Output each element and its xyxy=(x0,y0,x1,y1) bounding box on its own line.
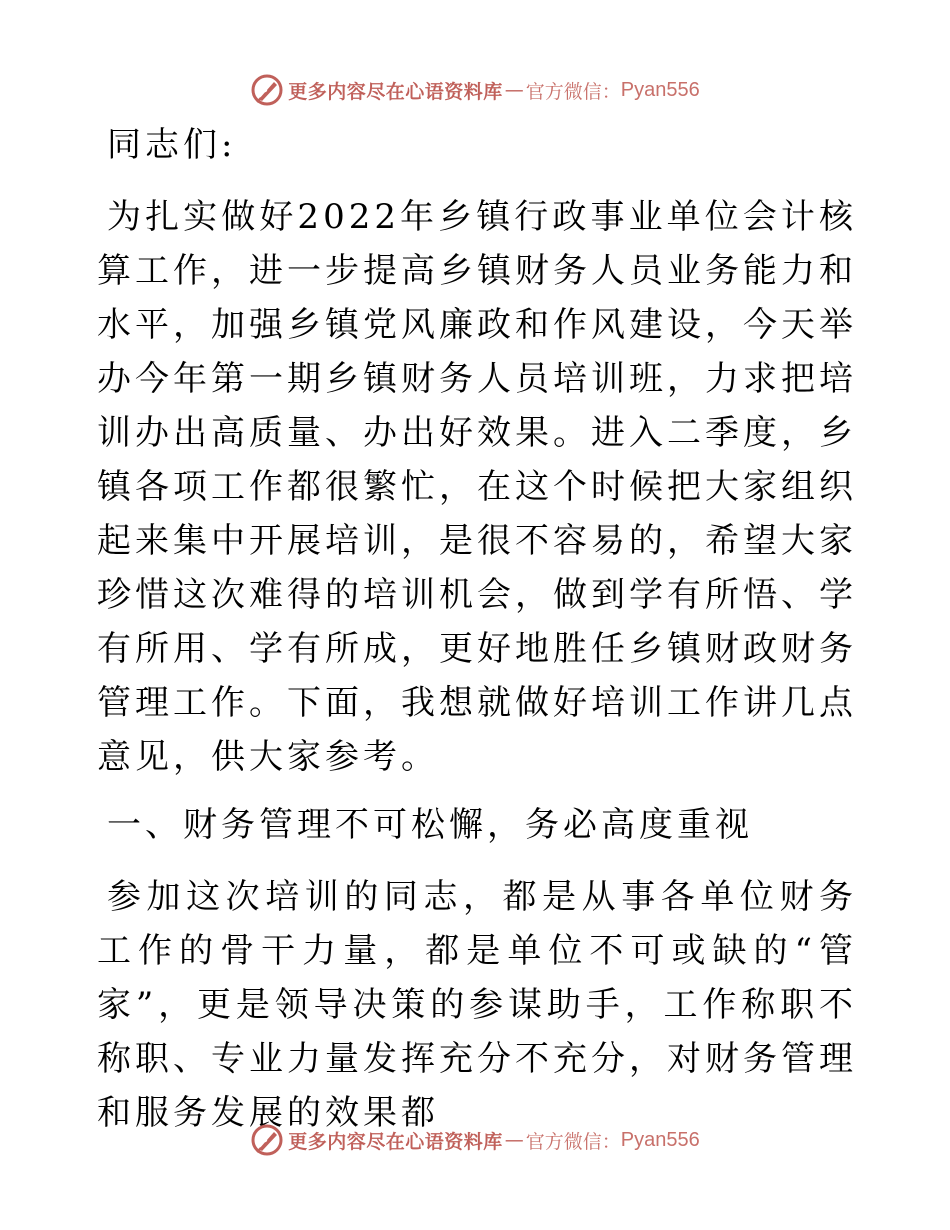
watermark-wechat-id: Pyan556 xyxy=(620,78,700,101)
salutation: 同志们: xyxy=(107,125,237,165)
watermark-wechat-label: 官方微信： xyxy=(525,1130,621,1153)
quill-logo-icon xyxy=(250,1123,284,1157)
watermark-wechat-id: Pyan556 xyxy=(620,1128,700,1151)
quill-logo-icon xyxy=(250,73,284,107)
watermark-header xyxy=(0,70,950,110)
watermark-main-text: 更多内容尽在心语资料库 xyxy=(288,80,503,103)
watermark-wechat-label: 官方微信： xyxy=(525,80,621,103)
section-heading-1: 一、财务管理不可松懈，务必高度重视 xyxy=(107,805,753,845)
paragraph-section-1: 参加这次培训的同志，都是从事各单位财务工作的骨干力量，都是单位不可或缺的“管家”，更是领导决策的参谋助手，工作称职不称职、专业力量发挥充分不充分，对财务管理和服务发展的效果都 xyxy=(97,877,857,1133)
watermark-dash: — xyxy=(504,79,524,101)
document-body xyxy=(97,118,857,1140)
watermark-dash: — xyxy=(504,1129,524,1151)
paragraph-intro: 为扎实做好2022年乡镇行政事业单位会计核算工作，进一步提高乡镇财务人员业务能力和水平，加强乡镇党风廉政和作风建设，今天举办今年第一期乡镇财务人员培训班，力求把培训办出高质量、办出好效果。进入二季度，乡镇各项工作都很繁忙，在这个时候把大家组织起来集中开展培训，是很不容易的，希望大家珍惜这次难得的培训机会，做到学有所悟、学有所用、学有所成，更好地胜任乡镇财政财务管理工作。下面，我想就做好培训工作讲几点意见，供大家参考。 xyxy=(97,197,857,777)
watermark-footer xyxy=(0,1120,950,1160)
watermark-main-text: 更多内容尽在心语资料库 xyxy=(288,1130,503,1153)
